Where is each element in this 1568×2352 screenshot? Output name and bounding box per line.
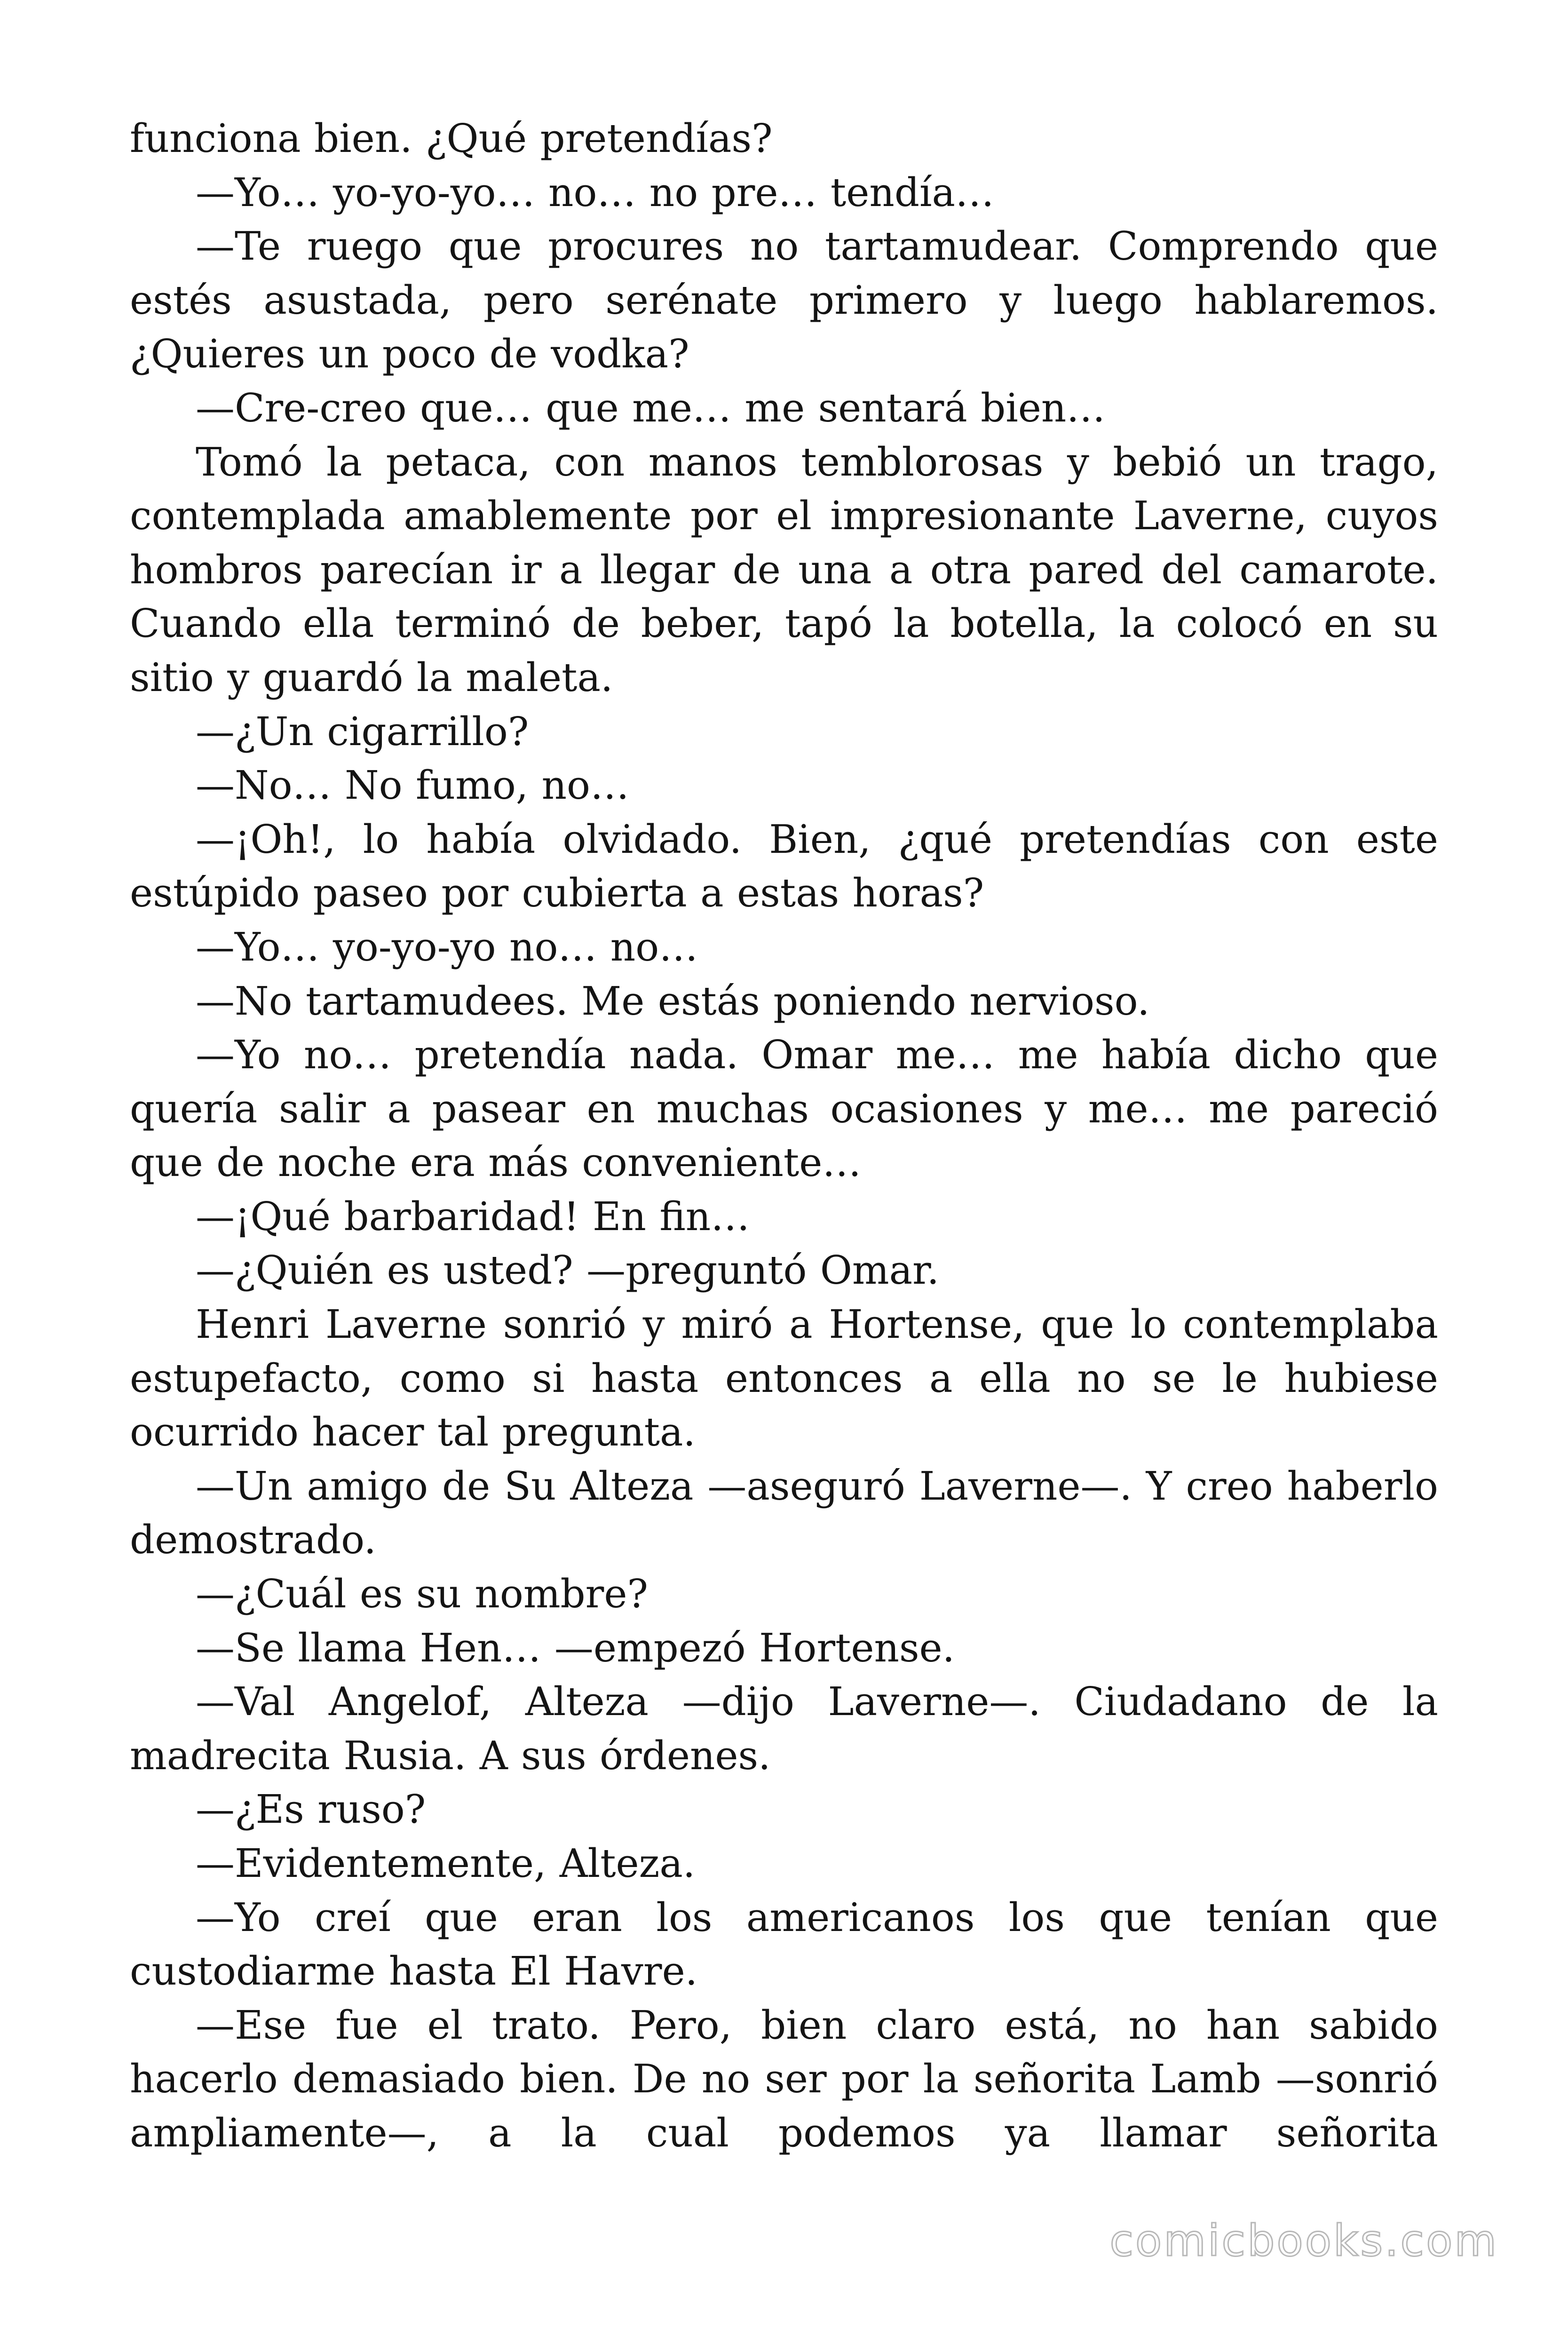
paragraph: —Val Angelof, Alteza —dijo Laverne—. Ciudadano de la madrecita Rusia. A sus órdenes. xyxy=(130,1679,1438,1779)
paragraph: —¿Es ruso? xyxy=(196,1787,426,1833)
paragraph: —Ese fue el trato. Pero, bien claro está, no han sabido hacerlo demasiado bien. De no ser por la señorita Lamb —sonrió ampliamente—, a la cual podemos ya llamar señorita xyxy=(130,2002,1438,2156)
paragraph: —Yo creí que eran los americanos los que tenían que custodiarme hasta El Havre. xyxy=(130,1894,1438,1994)
paragraph: —Se llama Hen… —empezó Hortense. xyxy=(196,1625,955,1671)
paragraph: —Yo… yo-yo-yo no… no… xyxy=(196,924,698,970)
paragraph: —Un amigo de Su Alteza —aseguró Laverne—. Y creo haberlo demostrado. xyxy=(130,1463,1438,1563)
paragraph: —No… No fumo, no… xyxy=(196,763,629,809)
paragraph: —¡Qué barbaridad! En fin… xyxy=(196,1193,750,1240)
paragraph: —¿Quién es usted? —preguntó Omar. xyxy=(196,1248,939,1294)
paragraph: —¡Oh!, lo había olvidado. Bien, ¿qué pretendías con este estúpido paseo por cubierta a estas horas? xyxy=(130,816,1438,916)
paragraph: —Te ruego que procures no tartamudear. Comprendo que estés asustada, pero serénate primero y luego hablaremos. ¿Quieres un poco de vodka? xyxy=(130,223,1438,377)
watermark: comicbooks.com xyxy=(1109,2216,1498,2266)
paragraph: —Yo… yo-yo-yo… no… no pre… tendía… xyxy=(196,169,995,215)
paragraph: —No tartamudees. Me estás poniendo nervioso. xyxy=(196,978,1150,1024)
paragraph: —¿Un cigarrillo? xyxy=(196,708,529,755)
paragraph: —¿Cuál es su nombre? xyxy=(196,1571,648,1617)
paragraph: Henri Laverne sonrió y miró a Hortense, que lo contemplaba estupefacto, como si hasta entonces a ella no se le hubiese ocurrido hacer tal pregunta. xyxy=(130,1302,1438,1455)
paragraph: funciona bien. ¿Qué pretendías? xyxy=(130,116,773,161)
paragraph: —Cre-creo que… que me… me sentará bien… xyxy=(196,385,1106,431)
paragraph: —Evidentemente, Alteza. xyxy=(196,1841,696,1886)
paragraph: Tomó la petaca, con manos temblorosas y bebió un trago, contemplada amablemente por el impresionante Laverne, cuyos hombros parecían ir a llegar de una a otra pared del camarote. Cuando ella terminó de beber, tapó la botella, la colocó en su sitio y guardó la maleta. xyxy=(130,439,1438,700)
paragraph: —Yo no… pretendía nada. Omar me… me había dicho que quería salir a pasear en muchas ocasiones y me… me pareció que de noche era más conveniente… xyxy=(130,1032,1438,1186)
page-text xyxy=(130,112,1438,2161)
